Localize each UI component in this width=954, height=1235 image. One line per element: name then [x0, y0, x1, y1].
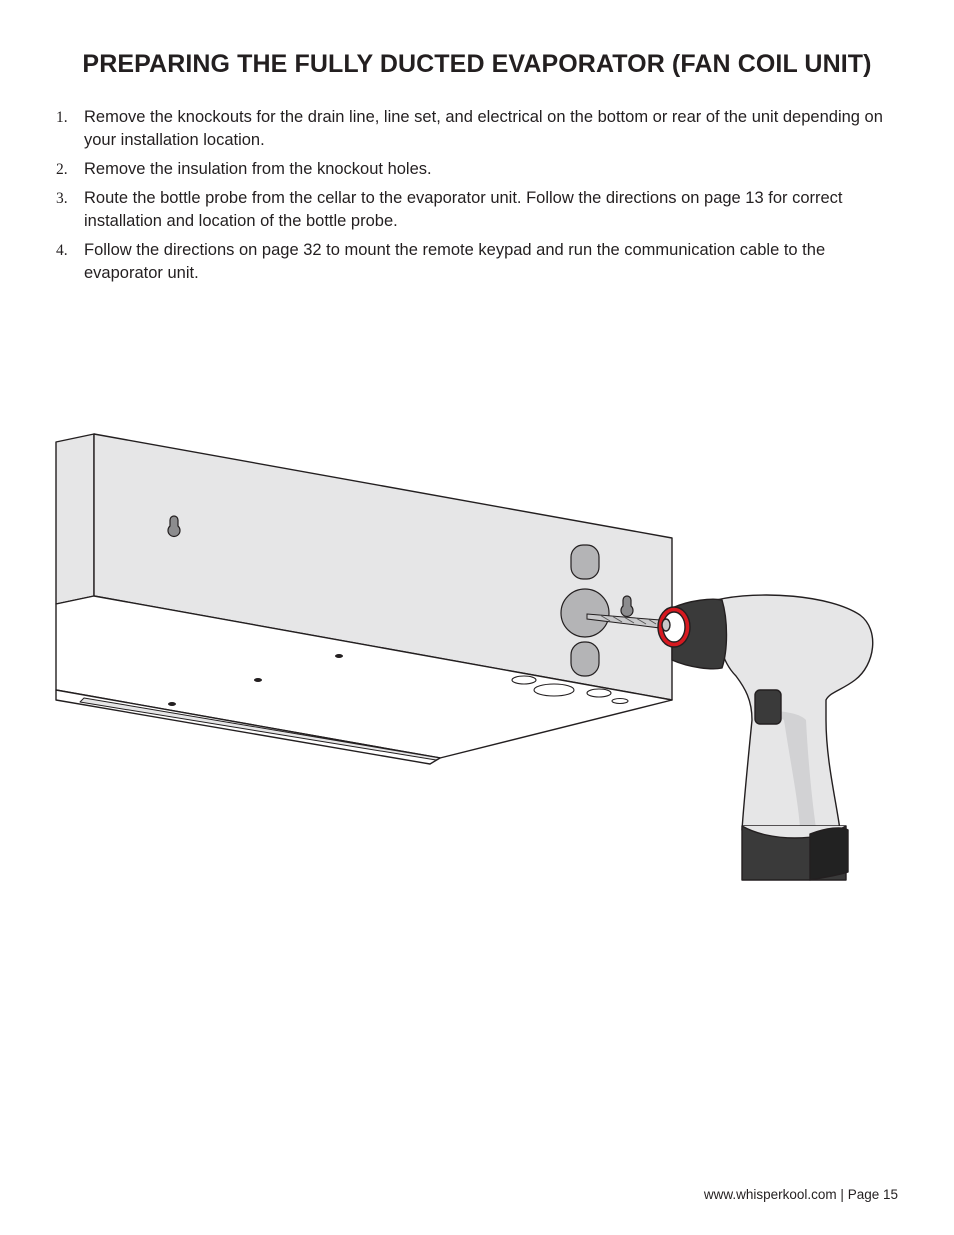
step-text: Remove the knockouts for the drain line, line set, and electrical on the bottom or rear of the unit depending on your installation location. [84, 108, 883, 149]
list-item [56, 239, 896, 285]
list-item [56, 158, 896, 181]
instruction-list [56, 106, 896, 291]
step-number: 4. [56, 242, 68, 259]
page-footer [704, 1187, 898, 1202]
footer-page-number: Page 15 [847, 1187, 898, 1202]
step-text: Remove the insulation from the knockout holes. [84, 160, 432, 178]
list-item [56, 106, 896, 152]
footer-separator: | [840, 1187, 844, 1202]
fan-coil-unit-illustration [0, 420, 954, 890]
step-text: Route the bottle probe from the cellar to the evaporator unit. Follow the directions on page 13 for correct installation and location of the bottle probe. [84, 189, 843, 230]
cordless-drill-icon [658, 595, 873, 880]
step-text: Follow the directions on page 32 to mount the remote keypad and run the communication cable to the evaporator unit. [84, 241, 826, 282]
footer-website: www.whisperkool.com [703, 1187, 837, 1202]
step-number: 3. [56, 190, 68, 207]
step-number: 2. [56, 161, 68, 178]
step-number: 1. [56, 109, 68, 126]
page-title: PREPARING THE FULLY DUCTED EVAPORATOR (FAN COIL UNIT) [82, 50, 872, 78]
list-item [56, 187, 896, 233]
